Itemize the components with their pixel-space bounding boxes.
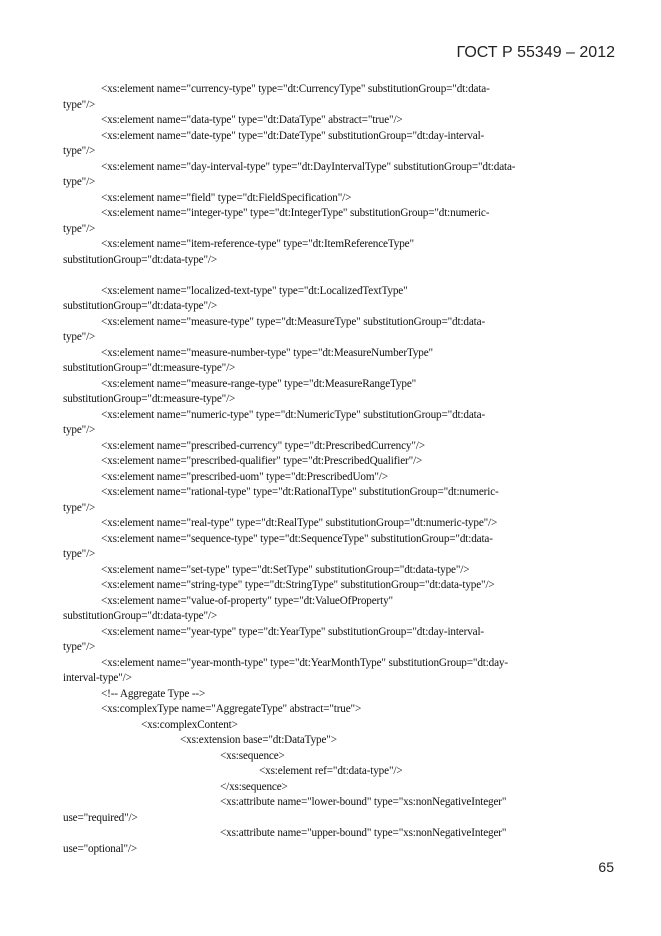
code-line: use="required"/> [63,811,138,824]
code-line: <xs:element name="set-type" type="dt:SetType" substitutionGroup="dt:data-type"/> [101,563,470,576]
page-header: ГОСТ Р 55349 – 2012 [456,44,615,61]
code-line: <xs:element name="measure-range-type" type="dt:MeasureRangeType" [101,377,417,390]
code-line: substitutionGroup="dt:data-type"/> [63,610,217,622]
code-line: type"/> [63,548,96,560]
code-line: <xs:complexType name="AggregateType" abstract="true"> [101,703,362,715]
page-number: 65 [598,859,614,875]
code-line: <xs:extension base="dt:DataType"> [180,734,337,746]
blank-line [63,268,619,284]
code-line: type"/> [63,98,96,111]
code-line: <xs:element name="numeric-type" type="dt:NumericType" substitutionGroup="dt:data- [101,408,486,421]
code-line: <xs:attribute name="upper-bound" type="xs:nonNegativeInteger" [220,827,507,839]
code-line: <xs:element name="data-type" type="dt:DataType" abstract="true"/> [101,114,403,126]
code-line: <xs:element name="year-month-type" type="dt:YearMonthType" substitutionGroup="dt:day- [101,656,508,669]
code-line: <xs:element name="field" type="dt:FieldSpecification"/> [101,191,352,204]
code-line: <xs:element name="localized-text-type" type="dt:LocalizedTextType" [101,284,408,297]
code-line: <xs:sequence> [220,749,285,762]
code-line: type"/> [63,641,96,653]
xml-schema-listing [63,82,619,857]
code-line: <xs:element name="integer-type" type="dt:IntegerType" substitutionGroup="dt:numeric- [101,207,490,219]
code-line: substitutionGroup="dt:measure-type"/> [63,393,236,405]
code-line: </xs:sequence> [220,780,288,793]
code-line: <xs:element ref="dt:data-type"/> [259,765,403,777]
code-line: <xs:element name="year-type" type="dt:YearType" substitutionGroup="dt:day-interval- [101,625,484,638]
code-line: substitutionGroup="dt:data-type"/> [63,253,217,266]
code-line: type"/> [63,501,96,514]
code-line: type"/> [63,331,96,343]
code-line: <xs:element name="real-type" type="dt:RealType" substitutionGroup="dt:numeric-type"/> [101,517,498,529]
code-line: type"/> [63,424,96,436]
code-line: <xs:element name="sequence-type" type="dt:SequenceType" substitutionGroup="dt:data- [101,532,493,545]
code-line: interval-type"/> [63,672,132,684]
code-line: substitutionGroup="dt:measure-type"/> [63,362,236,374]
code-line: type"/> [63,145,96,157]
code-line: <xs:element name="measure-number-type" type="dt:MeasureNumberType" [101,346,433,359]
code-line: <xs:element name="day-interval-type" type="dt:DayIntervalType" substitutionGroup="dt:data- [101,160,516,173]
code-line: <xs:element name="string-type" type="dt:StringType" substitutionGroup="dt:data-type"/> [101,579,495,591]
code-line: <xs:element name="prescribed-uom" type="dt:PrescribedUom"/> [101,470,388,483]
code-line: <xs:attribute name="lower-bound" type="xs:nonNegativeInteger" [220,796,507,808]
code-line: <xs:element name="measure-type" type="dt:MeasureType" substitutionGroup="dt:data- [101,315,486,328]
code-line: substitutionGroup="dt:data-type"/> [63,300,217,312]
code-line: <xs:element name="currency-type" type="dt:CurrencyType" substitutionGroup="dt:data- [101,83,490,95]
code-line: <xs:element name="prescribed-qualifier" type="dt:PrescribedQualifier"/> [101,455,423,467]
code-line: <xs:element name="value-of-property" type="dt:ValueOfProperty" [101,594,393,607]
code-comment: <!-- Aggregate Type --> [101,687,206,700]
code-line: type"/> [63,222,96,235]
code-line: <xs:element name="item-reference-type" type="dt:ItemReferenceType" [101,238,414,250]
code-line: <xs:complexContent> [141,718,238,731]
code-line: <xs:element name="prescribed-currency" type="dt:PrescribedCurrency"/> [101,439,425,452]
code-line: <xs:element name="rational-type" type="dt:RationalType" substitutionGroup="dt:numeric- [101,486,499,498]
code-line: use="optional"/> [63,842,138,855]
code-line: <xs:element name="date-type" type="dt:DateType" substitutionGroup="dt:day-interval- [101,129,485,142]
code-line: type"/> [63,176,96,188]
